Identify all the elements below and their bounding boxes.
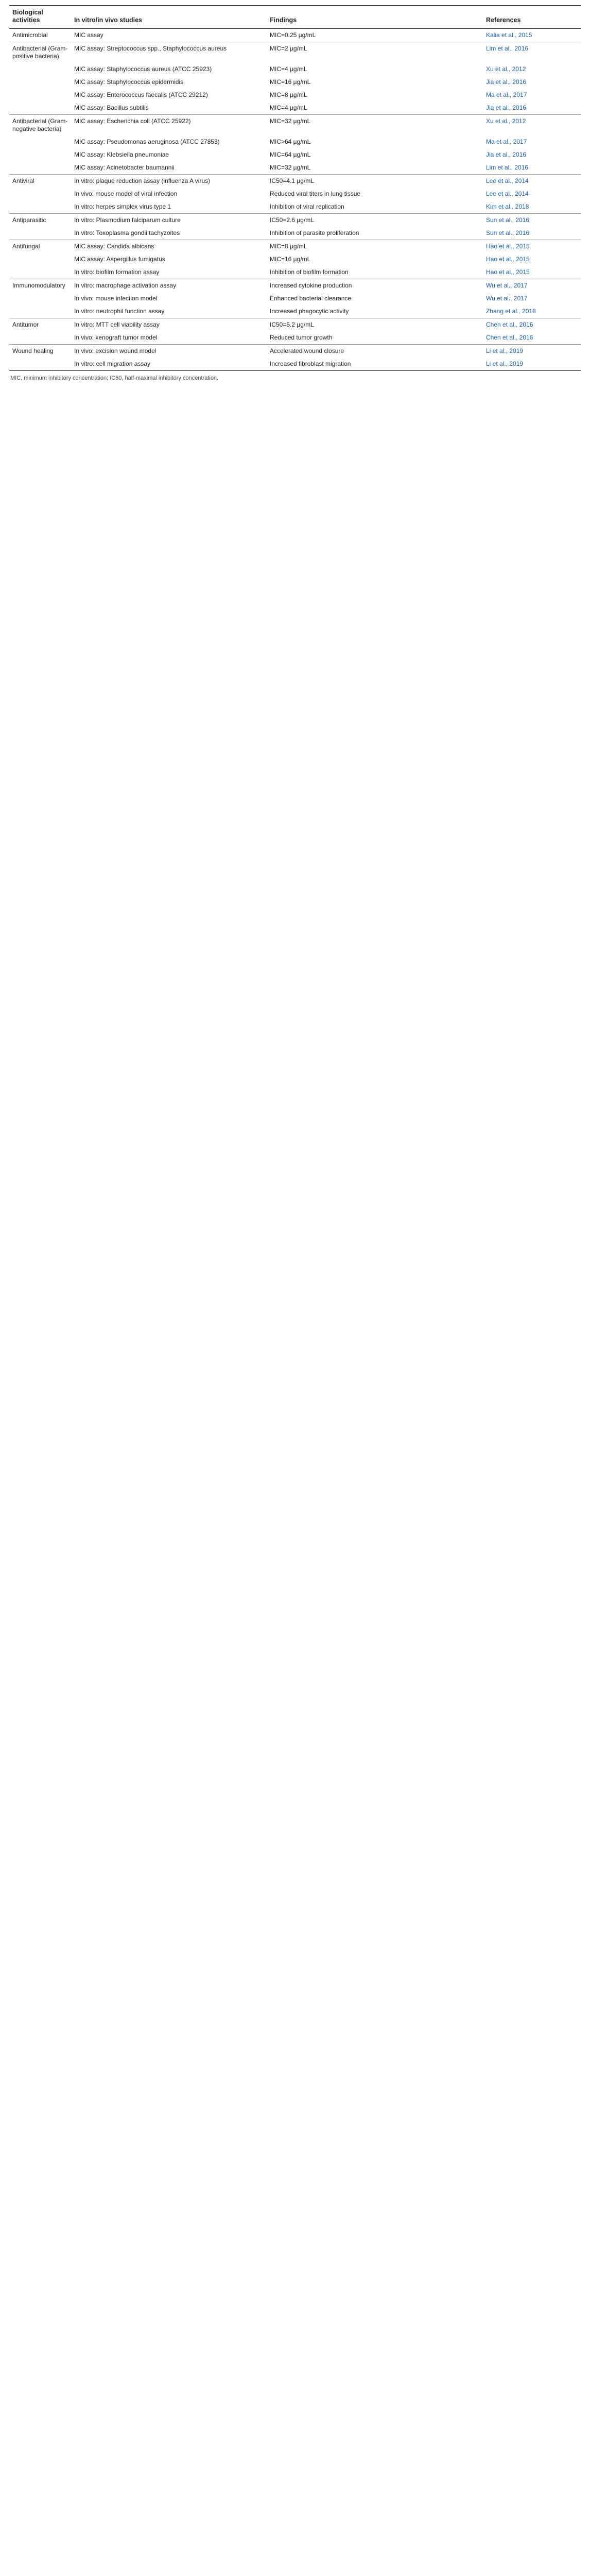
- activity-cell: Antibacterial (Gram-positive bacteria): [9, 42, 71, 63]
- study-cell: MIC assay: Staphylococcus epidermidis: [74, 78, 184, 86]
- study-cell: MIC assay: Bacillus subtilis: [74, 104, 149, 111]
- reference-link[interactable]: Wu et al., 2017: [483, 279, 581, 293]
- study-cell: In vitro: cell migration assay: [74, 360, 151, 367]
- study-cell: In vitro: plaque reduction assay (influenza A virus): [71, 175, 267, 188]
- finding-cell: Reduced viral titers in lung tissue: [270, 190, 361, 197]
- activity-cell: [9, 89, 71, 101]
- table-row: [9, 318, 581, 332]
- finding-cell: IC50=4.1 µg/mL: [267, 175, 483, 188]
- reference-link[interactable]: Ma et al., 2017: [486, 91, 527, 98]
- study-cell: MIC assay: Streptococcus spp., Staphylococcus aureus: [71, 42, 267, 63]
- study-cell: In vitro: neutrophil function assay: [74, 308, 165, 315]
- table-body: [9, 29, 581, 371]
- study-cell: In vitro: MTT cell viability assay: [71, 318, 267, 332]
- study-cell: MIC assay: Staphylococcus aureus (ATCC 25923): [74, 65, 212, 73]
- table-row: [9, 358, 581, 370]
- study-cell: MIC assay: Candida albicans: [71, 240, 267, 253]
- activity-cell: Antibacterial (Gram-negative bacteria): [9, 115, 71, 136]
- activity-cell: [9, 358, 71, 370]
- reference-link[interactable]: Li et al., 2019: [483, 345, 581, 358]
- study-cell: In vivo: xenograft tumor model: [74, 334, 158, 341]
- finding-cell: IC50=5.2 µg/mL: [267, 318, 483, 332]
- table-row: [9, 161, 581, 175]
- finding-cell: Increased cytokine production: [267, 279, 483, 293]
- activity-cell: [9, 253, 71, 266]
- activity-cell: [9, 305, 71, 318]
- study-cell: In vivo: excision wound model: [71, 345, 267, 358]
- table-row: [9, 135, 581, 148]
- table-row: [9, 101, 581, 115]
- reference-link[interactable]: Kalia et al., 2015: [483, 29, 581, 42]
- header-references: References: [483, 6, 581, 29]
- activity-cell: Immunomodulatory: [9, 279, 71, 293]
- finding-cell: Enhanced bacterial clearance: [270, 295, 352, 302]
- study-cell: MIC assay: Aspergillus fumigatus: [74, 256, 165, 263]
- header-studies: In vitro/in vivo studies: [71, 6, 267, 29]
- table-row: [9, 331, 581, 345]
- activity-cell: [9, 76, 71, 89]
- activity-cell: Wound healing: [9, 345, 71, 358]
- reference-link[interactable]: Sun et al., 2016: [486, 229, 530, 236]
- study-cell: MIC assay: Enterococcus faecalis (ATCC 29212): [74, 91, 208, 98]
- table-row: [9, 305, 581, 318]
- finding-cell: IC50=2.6 µg/mL: [267, 214, 483, 227]
- activity-cell: Antitumor: [9, 318, 71, 332]
- reference-link[interactable]: Jia et al., 2016: [486, 151, 527, 158]
- reference-link[interactable]: Lim et al., 2016: [486, 164, 529, 171]
- table-header: [9, 6, 581, 29]
- table-row: [9, 266, 581, 279]
- finding-cell: Increased phagocytic activity: [270, 308, 349, 315]
- study-cell: MIC assay: Escherichia coli (ATCC 25922): [71, 115, 267, 136]
- activity-cell: Antifungal: [9, 240, 71, 253]
- reference-link[interactable]: Chen et al., 2016: [486, 334, 533, 341]
- finding-cell: Increased fibroblast migration: [270, 360, 351, 367]
- finding-cell: MIC=0.25 µg/mL: [267, 29, 483, 42]
- finding-cell: Reduced tumor growth: [270, 334, 333, 341]
- finding-cell: MIC=2 µg/mL: [267, 42, 483, 63]
- study-cell: In vitro: macrophage activation assay: [71, 279, 267, 293]
- finding-cell: MIC>64 µg/mL: [270, 138, 311, 145]
- activities-table: [9, 5, 581, 370]
- document: [9, 5, 581, 385]
- table-row: [9, 148, 581, 161]
- activity-cell: [9, 292, 71, 305]
- study-cell: In vitro: biofilm formation assay: [74, 268, 160, 276]
- table-row: [9, 253, 581, 266]
- finding-cell: MIC=16 µg/mL: [270, 256, 311, 263]
- reference-link[interactable]: Lee et al., 2014: [486, 190, 529, 197]
- header-findings: Findings: [267, 6, 483, 29]
- activity-cell: [9, 188, 71, 200]
- table-row: [9, 63, 581, 76]
- activity-cell: [9, 200, 71, 214]
- table-row: [9, 345, 581, 358]
- reference-link[interactable]: Hao et al., 2015: [486, 268, 530, 276]
- table-footnote: MIC, minimum inhibitory concentration; IC50, half-maximal inhibitory concentration.: [9, 370, 581, 385]
- activity-cell: [9, 148, 71, 161]
- finding-cell: Inhibition of parasite proliferation: [270, 229, 359, 236]
- study-cell: In vitro: Toxoplasma gondii tachyzoites: [74, 229, 180, 236]
- finding-cell: Inhibition of biofilm formation: [270, 268, 349, 276]
- header-activities: Biological activities: [9, 6, 71, 29]
- reference-link[interactable]: Hao et al., 2015: [483, 240, 581, 253]
- activity-cell: [9, 266, 71, 279]
- finding-cell: MIC=16 µg/mL: [270, 78, 311, 86]
- activity-cell: Antimicrobial: [9, 29, 71, 42]
- finding-cell: Accelerated wound closure: [267, 345, 483, 358]
- finding-cell: MIC=4 µg/mL: [270, 104, 307, 111]
- reference-link[interactable]: Ma et al., 2017: [486, 138, 527, 145]
- table-row: [9, 188, 581, 200]
- finding-cell: MIC=64 µg/mL: [270, 151, 311, 158]
- finding-cell: Inhibition of viral replication: [270, 203, 344, 210]
- reference-link[interactable]: Kim et al., 2018: [486, 203, 529, 210]
- reference-link[interactable]: Lim et al., 2016: [483, 42, 581, 63]
- table-row: [9, 76, 581, 89]
- activity-cell: [9, 135, 71, 148]
- study-cell: In vitro: Plasmodium falciparum culture: [71, 214, 267, 227]
- reference-link[interactable]: Jia et al., 2016: [486, 104, 527, 111]
- table-row: [9, 42, 581, 63]
- finding-cell: MIC=8 µg/mL: [270, 91, 307, 98]
- study-cell: MIC assay: Pseudomonas aeruginosa (ATCC 27853): [74, 138, 220, 145]
- reference-link[interactable]: Hao et al., 2015: [486, 256, 530, 263]
- study-cell: In vivo: mouse model of viral infection: [74, 190, 178, 197]
- activity-cell: [9, 331, 71, 345]
- study-cell: MIC assay: Klebsiella pneumoniae: [74, 151, 169, 158]
- reference-link[interactable]: Li et al., 2019: [486, 360, 524, 367]
- table-row: [9, 279, 581, 293]
- table-row: [9, 29, 581, 42]
- table-row: [9, 214, 581, 227]
- activity-cell: Antiviral: [9, 175, 71, 188]
- table-row: [9, 89, 581, 101]
- reference-link[interactable]: Sun et al., 2016: [483, 214, 581, 227]
- reference-link[interactable]: Zhang et al., 2018: [486, 308, 536, 315]
- finding-cell: MIC=8 µg/mL: [267, 240, 483, 253]
- activity-cell: [9, 101, 71, 115]
- finding-cell: MIC=32 µg/mL: [267, 115, 483, 136]
- table-row: [9, 240, 581, 253]
- activity-cell: [9, 161, 71, 175]
- reference-link[interactable]: Wu et al., 2017: [486, 295, 528, 302]
- table-row: [9, 175, 581, 188]
- activity-cell: Antiparasitic: [9, 214, 71, 227]
- finding-cell: MIC=32 µg/mL: [270, 164, 311, 171]
- study-cell: In vitro: herpes simplex virus type 1: [74, 203, 171, 210]
- table-row: [9, 292, 581, 305]
- finding-cell: MIC=4 µg/mL: [270, 65, 307, 73]
- table-row: [9, 115, 581, 136]
- activity-cell: [9, 227, 71, 240]
- table-row: [9, 227, 581, 240]
- study-cell: MIC assay: [71, 29, 267, 42]
- table-row: [9, 200, 581, 214]
- reference-link[interactable]: Xu et al., 2012: [486, 65, 526, 73]
- reference-link[interactable]: Jia et al., 2016: [486, 78, 527, 86]
- reference-link[interactable]: Chen et al., 2016: [483, 318, 581, 332]
- study-cell: In vivo: mouse infection model: [74, 295, 158, 302]
- activity-cell: [9, 63, 71, 76]
- reference-link[interactable]: Lee et al., 2014: [483, 175, 581, 188]
- reference-link[interactable]: Xu et al., 2012: [483, 115, 581, 136]
- study-cell: MIC assay: Acinetobacter baumannii: [74, 164, 175, 171]
